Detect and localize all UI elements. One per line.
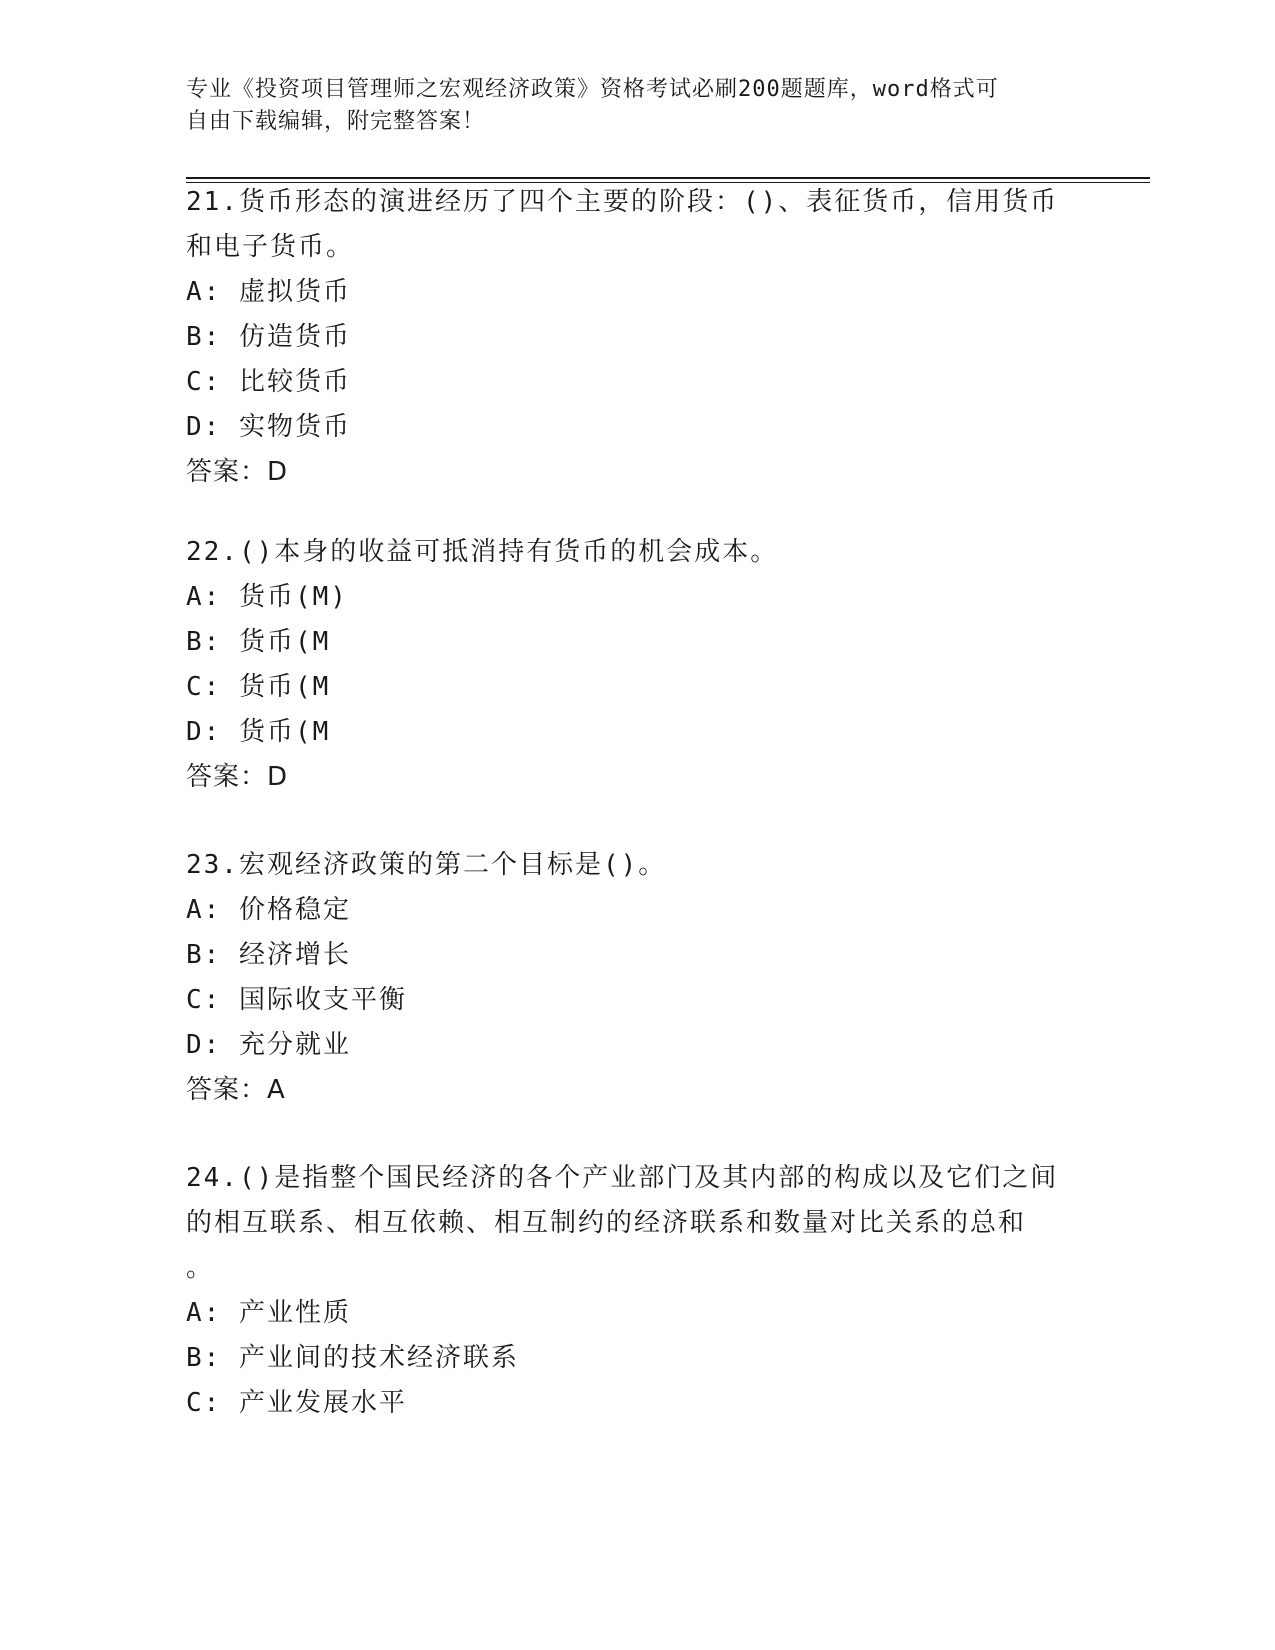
header-divider-thick	[186, 177, 1150, 179]
option-b: B: 货币(M	[186, 627, 331, 657]
question-stem-line: 21.货币形态的演进经历了四个主要的阶段：()、表征货币，信用货币	[186, 187, 1059, 217]
question-23	[186, 843, 1076, 1113]
question-24	[186, 1156, 1076, 1426]
question-stem-line: 22.()本身的收益可抵消持有货币的机会成本。	[186, 537, 779, 567]
option-d: D: 实物货币	[186, 412, 351, 442]
option-a: A: 虚拟货币	[186, 277, 351, 307]
question-21	[186, 180, 1076, 495]
question-stem-line: 和电子货币。	[186, 232, 355, 262]
option-c: C: 货币(M	[186, 672, 331, 702]
option-b: B: 仿造货币	[186, 322, 351, 352]
option-c: C: 产业发展水平	[186, 1388, 407, 1418]
option-d: D: 充分就业	[186, 1030, 351, 1060]
question-stem-line: 23.宏观经济政策的第二个目标是()。	[186, 850, 667, 880]
answer-line: 答案：D	[186, 457, 289, 487]
answer-line: 答案：D	[186, 762, 289, 792]
option-a: A: 产业性质	[186, 1298, 351, 1328]
option-c: C: 比较货币	[186, 367, 351, 397]
option-a: A: 货币(M)	[186, 582, 348, 612]
document-header	[186, 74, 1066, 138]
question-stem-line: 。	[186, 1253, 215, 1283]
option-b: B: 经济增长	[186, 940, 351, 970]
option-b: B: 产业间的技术经济联系	[186, 1343, 519, 1373]
header-line-2: 自由下载编辑，附完整答案！	[186, 109, 486, 134]
question-stem-line: 24.()是指整个国民经济的各个产业部门及其内部的构成以及它们之间	[186, 1163, 1059, 1193]
option-c: C: 国际收支平衡	[186, 985, 407, 1015]
question-22	[186, 530, 1076, 800]
option-d: D: 货币(M	[186, 717, 331, 747]
header-line-1: 专业《投资项目管理师之宏观经济政策》资格考试必刷200题题库，word格式可	[186, 77, 999, 102]
option-a: A: 价格稳定	[186, 895, 351, 925]
question-stem-line: 的相互联系、相互依赖、相互制约的经济联系和数量对比关系的总和	[186, 1208, 1027, 1238]
answer-line: 答案：A	[186, 1075, 286, 1105]
